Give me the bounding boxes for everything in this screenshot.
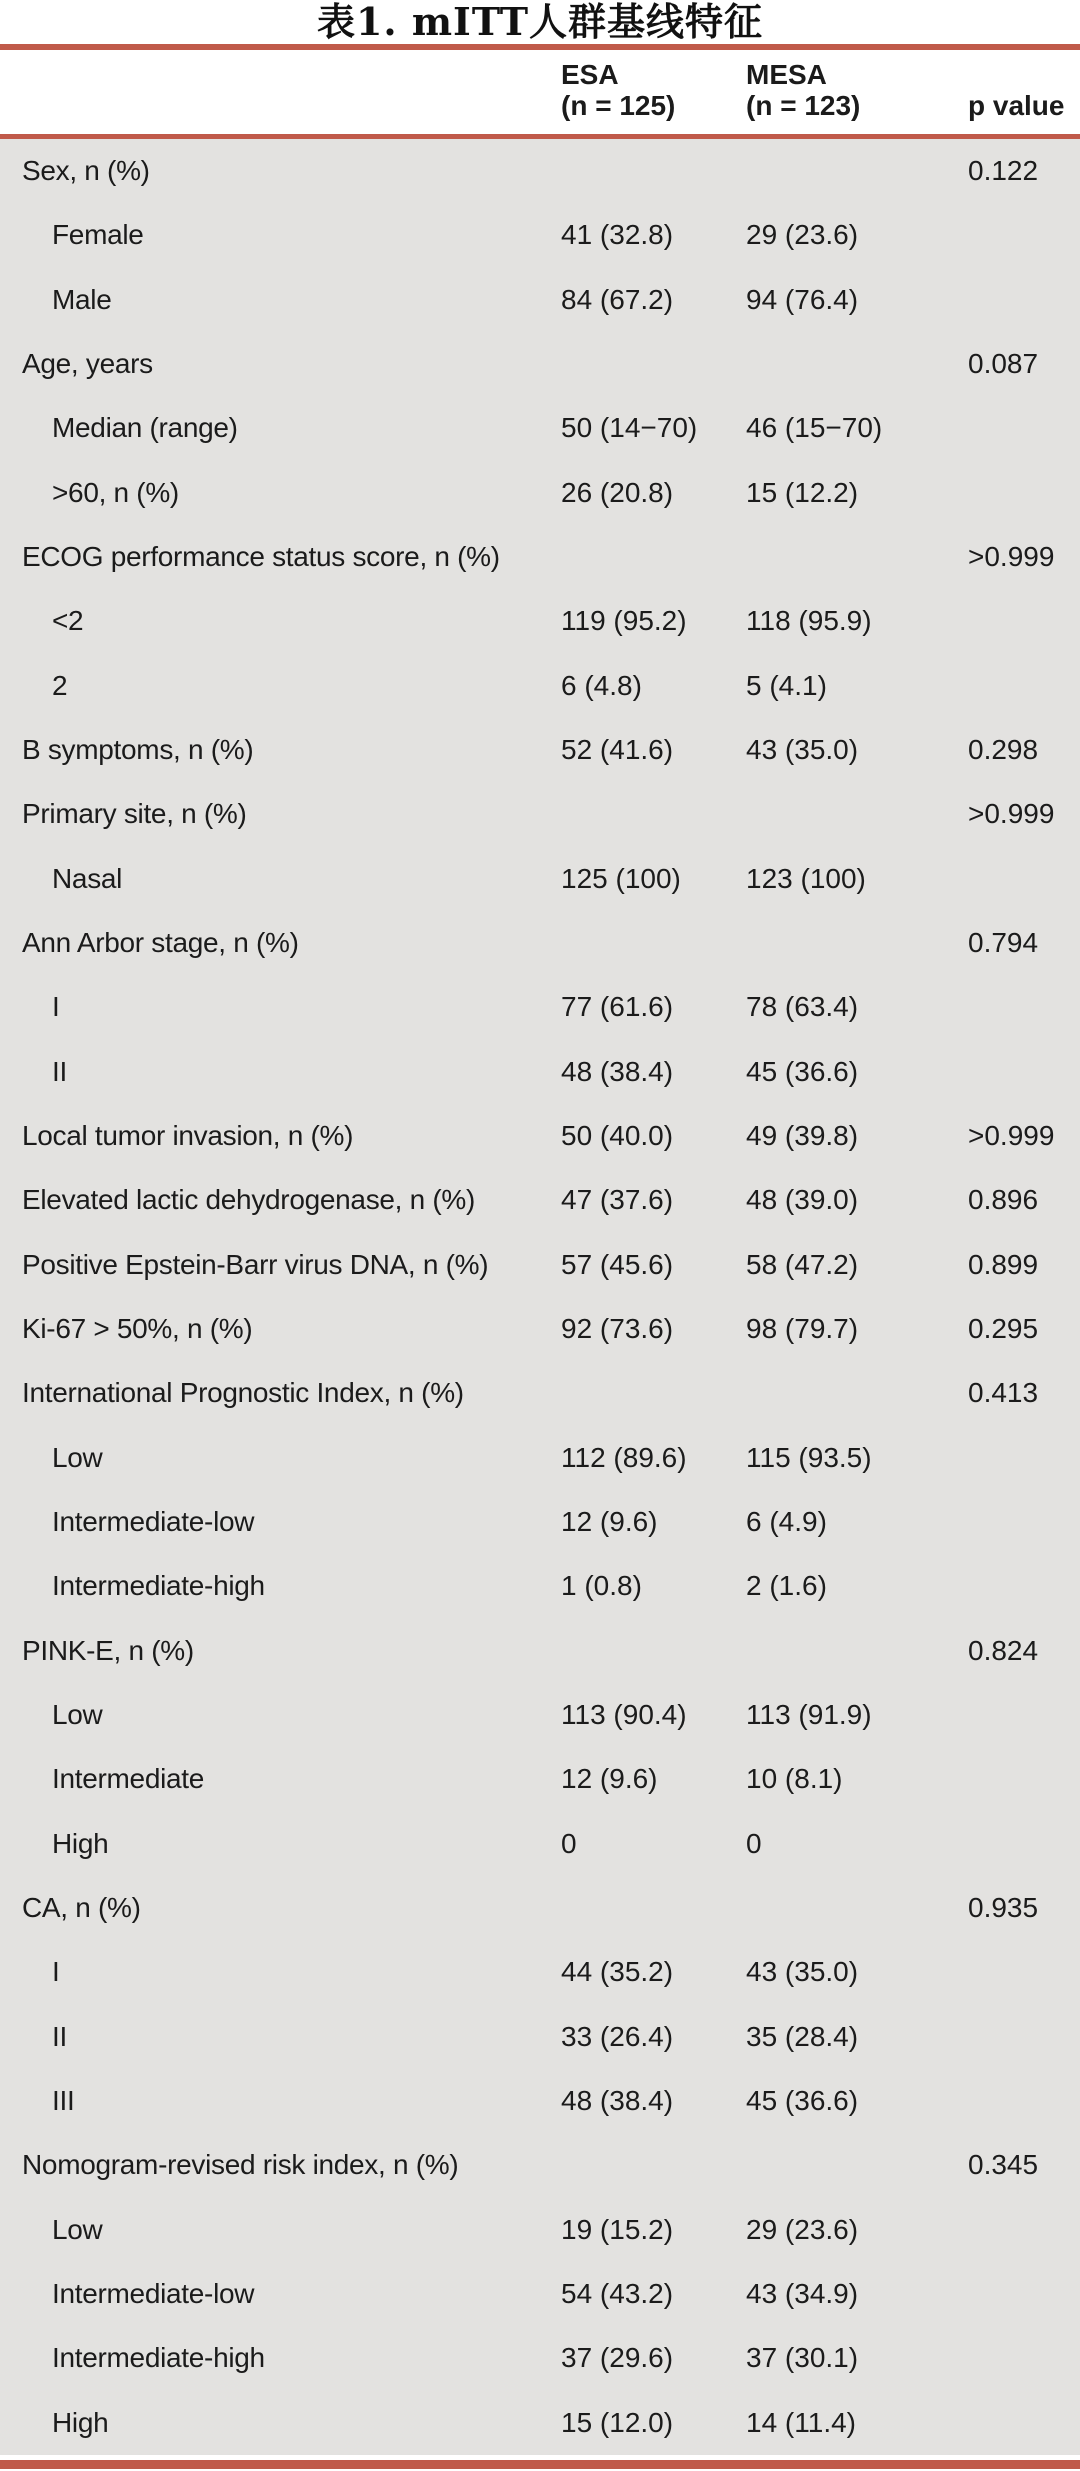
p-value: 0.935 <box>968 1892 1039 1924</box>
mesa-value: 94 (76.4) <box>746 283 859 315</box>
row-label: Intermediate-high <box>52 2342 265 2374</box>
row-label: International Prognostic Index, n (%) <box>22 1377 464 1409</box>
mesa-value: 58 (47.2) <box>746 1248 859 1280</box>
table-row <box>0 2262 1080 2326</box>
table-row <box>0 1554 1080 1618</box>
mesa-value: 48 (39.0) <box>746 1184 859 1216</box>
table-row <box>0 1490 1080 1554</box>
mesa-value: 15 (12.2) <box>746 476 859 508</box>
table-row <box>0 461 1080 525</box>
mesa-value: 37 (30.1) <box>746 2342 859 2374</box>
table-row <box>0 525 1080 589</box>
esa-value: 41 (32.8) <box>561 219 674 251</box>
mesa-value: 2 (1.6) <box>746 1570 827 1602</box>
p-value: 0.794 <box>968 927 1039 959</box>
esa-value: 57 (45.6) <box>561 1248 674 1280</box>
table-row <box>0 2198 1080 2262</box>
row-label: Male <box>52 283 112 315</box>
esa-value: 48 (38.4) <box>561 1055 674 1087</box>
mesa-value: 43 (35.0) <box>746 1956 859 1988</box>
esa-value: 84 (67.2) <box>561 283 674 315</box>
esa-value: 50 (40.0) <box>561 1120 674 1152</box>
esa-value: 0 <box>561 1827 577 1859</box>
table-row <box>0 1168 1080 1232</box>
esa-value: 1 (0.8) <box>561 1570 642 1602</box>
row-label: Elevated lactic dehydrogenase, n (%) <box>22 1184 476 1216</box>
mesa-value: 113 (91.9) <box>746 1699 872 1731</box>
table-row <box>0 1361 1080 1425</box>
header-esa-n: (n = 125) <box>561 90 676 121</box>
row-label: Low <box>52 1699 103 1731</box>
mesa-value: 118 (95.9) <box>746 605 872 637</box>
mesa-value: 98 (79.7) <box>746 1313 859 1345</box>
row-label: <2 <box>52 605 84 637</box>
row-label: Median (range) <box>52 412 238 444</box>
table-row <box>0 718 1080 782</box>
p-value: >0.999 <box>968 541 1055 573</box>
table-row <box>0 2390 1080 2454</box>
esa-value: 15 (12.0) <box>561 2406 674 2438</box>
mesa-value: 0 <box>746 1827 762 1859</box>
esa-value: 125 (100) <box>561 862 681 894</box>
row-label: I <box>52 991 60 1023</box>
table-row <box>0 2326 1080 2390</box>
table-row <box>0 1747 1080 1811</box>
header-group-esa <box>557 59 742 121</box>
mesa-value: 49 (39.8) <box>746 1120 859 1152</box>
row-label: 2 <box>52 669 68 701</box>
table-row <box>0 654 1080 718</box>
row-label: Local tumor invasion, n (%) <box>22 1120 354 1152</box>
row-label: Sex, n (%) <box>22 155 150 187</box>
esa-value: 33 (26.4) <box>561 2020 674 2052</box>
row-label: I <box>52 1956 60 1988</box>
esa-value: 50 (14−70) <box>561 412 698 444</box>
p-value: 0.413 <box>968 1377 1039 1409</box>
p-value: 0.298 <box>968 734 1039 766</box>
esa-value: 54 (43.2) <box>561 2277 674 2309</box>
p-value: 0.345 <box>968 2149 1039 2181</box>
table-row <box>0 2069 1080 2133</box>
row-label: High <box>52 1827 109 1859</box>
table-row <box>0 1876 1080 1940</box>
table-row <box>0 911 1080 975</box>
p-value: 0.896 <box>968 1184 1039 1216</box>
row-label: Positive Epstein-Barr virus DNA, n (%) <box>22 1248 489 1280</box>
mesa-value: 45 (36.6) <box>746 2085 859 2116</box>
table-header <box>0 50 1080 134</box>
table-row <box>0 975 1080 1039</box>
row-label: Low <box>52 2213 103 2245</box>
header-group-mesa <box>742 59 968 121</box>
header-mesa-n: (n = 123) <box>746 90 861 121</box>
esa-value: 47 (37.6) <box>561 1184 674 1216</box>
row-label: III <box>52 2085 75 2116</box>
table-row <box>0 1619 1080 1683</box>
row-label: Female <box>52 219 144 251</box>
esa-value: 19 (15.2) <box>561 2213 674 2245</box>
table-row <box>0 139 1080 203</box>
table-title: 表1. mITT人群基线特征 <box>316 0 764 44</box>
p-value: 0.295 <box>968 1313 1039 1345</box>
table-row <box>0 332 1080 396</box>
row-label: II <box>52 1055 67 1087</box>
esa-value: 92 (73.6) <box>561 1313 674 1345</box>
table-row <box>0 2005 1080 2069</box>
row-label: High <box>52 2406 109 2438</box>
table-row <box>0 1104 1080 1168</box>
row-label: Intermediate-high <box>52 1570 265 1602</box>
mesa-value: 14 (11.4) <box>746 2406 856 2438</box>
row-label: >60, n (%) <box>52 476 179 508</box>
row-label: II <box>52 2020 67 2052</box>
mesa-value: 45 (36.6) <box>746 1055 859 1087</box>
row-label: Ann Arbor stage, n (%) <box>22 927 299 959</box>
row-label: Intermediate <box>52 1763 205 1795</box>
p-value: >0.999 <box>968 1120 1055 1152</box>
mesa-value: 6 (4.9) <box>746 1506 827 1538</box>
row-label: Low <box>52 1441 103 1473</box>
mesa-value: 46 (15−70) <box>746 412 883 444</box>
p-value: >0.999 <box>968 798 1055 830</box>
esa-value: 44 (35.2) <box>561 1956 674 1988</box>
table-row <box>0 847 1080 911</box>
mesa-value: 35 (28.4) <box>746 2020 859 2052</box>
table-row <box>0 1040 1080 1104</box>
row-label: Intermediate-low <box>52 2277 255 2309</box>
row-label: Age, years <box>22 348 153 380</box>
header-esa-name: ESA <box>561 59 619 90</box>
esa-value: 113 (90.4) <box>561 1699 687 1731</box>
mesa-value: 10 (8.1) <box>746 1763 843 1795</box>
esa-value: 77 (61.6) <box>561 991 674 1023</box>
row-label: ECOG performance status score, n (%) <box>22 541 500 573</box>
esa-value: 6 (4.8) <box>561 669 642 701</box>
table-row <box>0 782 1080 846</box>
mesa-value: 29 (23.6) <box>746 2213 859 2245</box>
p-value: 0.087 <box>968 348 1039 380</box>
table-row <box>0 1426 1080 1490</box>
table-row <box>0 1940 1080 2004</box>
esa-value: 37 (29.6) <box>561 2342 674 2374</box>
p-value: 0.899 <box>968 1248 1039 1280</box>
row-label: Ki-67 > 50%, n (%) <box>22 1313 253 1345</box>
header-pvalue: p value <box>968 90 1065 121</box>
p-value: 0.824 <box>968 1634 1039 1666</box>
mesa-value: 43 (34.9) <box>746 2277 859 2309</box>
table-row <box>0 1683 1080 1747</box>
row-label: CA, n (%) <box>22 1892 141 1924</box>
esa-value: 52 (41.6) <box>561 734 674 766</box>
table-row <box>0 1233 1080 1297</box>
header-mesa-name: MESA <box>746 59 827 90</box>
bottom-rule <box>0 2460 1080 2469</box>
row-label: Nomogram-revised risk index, n (%) <box>22 2149 459 2181</box>
row-label: B symptoms, n (%) <box>22 734 254 766</box>
table-row <box>0 203 1080 267</box>
table-row <box>0 396 1080 460</box>
table-row <box>0 1297 1080 1361</box>
p-value: 0.122 <box>968 155 1039 187</box>
esa-value: 48 (38.4) <box>561 2085 674 2116</box>
mesa-value: 5 (4.1) <box>746 669 827 701</box>
mesa-value: 123 (100) <box>746 862 866 894</box>
table-row <box>0 268 1080 332</box>
row-label: Primary site, n (%) <box>22 798 247 830</box>
row-label: Intermediate-low <box>52 1506 255 1538</box>
esa-value: 119 (95.2) <box>561 605 687 637</box>
table-row <box>0 1812 1080 1876</box>
mesa-value: 43 (35.0) <box>746 734 859 766</box>
row-label: PINK-E, n (%) <box>22 1634 194 1666</box>
esa-value: 12 (9.6) <box>561 1763 658 1795</box>
esa-value: 26 (20.8) <box>561 476 674 508</box>
mesa-value: 115 (93.5) <box>746 1441 872 1473</box>
table-row <box>0 2133 1080 2197</box>
row-label: Nasal <box>52 862 123 894</box>
mesa-value: 78 (63.4) <box>746 991 859 1023</box>
mesa-value: 29 (23.6) <box>746 219 859 251</box>
esa-value: 112 (89.6) <box>561 1441 687 1473</box>
esa-value: 12 (9.6) <box>561 1506 658 1538</box>
table-body <box>0 139 1080 2455</box>
table-row <box>0 589 1080 653</box>
